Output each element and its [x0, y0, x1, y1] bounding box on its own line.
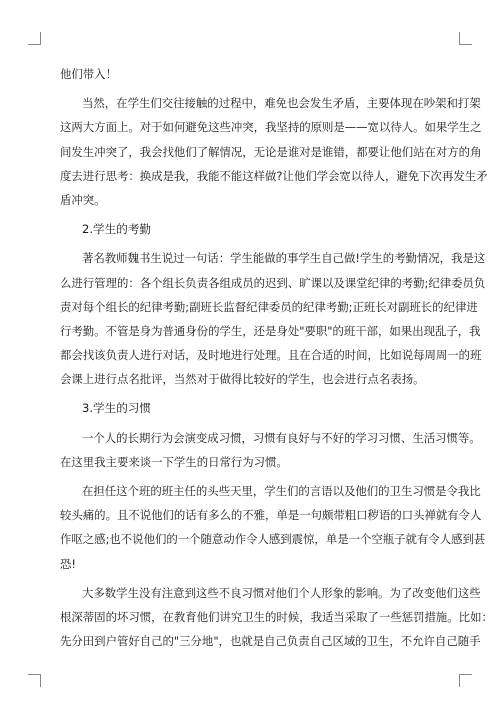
text-line: 行考勤。不管是身为普通身份的学生，还是身处"要职"的班干部，如果出现乱子，我 [60, 323, 481, 338]
crop-mark-top-right [459, 32, 472, 45]
text-line: 一个人的长期行为会演变成习惯，习惯有良好与不好的学习习惯、生活习惯等。 [82, 430, 481, 445]
text-line: 在这里我主要来谈一下学生的日常行为习惯。 [60, 454, 288, 469]
document-body [60, 62, 493, 653]
text-line: 在担任这个班的班主任的头些天里，学生们的言语以及他们的卫生习惯是令我比 [82, 484, 481, 498]
text-line: 根深蒂固的坏习惯，在教育他们讲究卫生的时候，我适当采取了一些惩罚措施。比如： [60, 609, 493, 624]
text-line: 较头痛的。且不说他们的话有多么的不雅，单是一句颇带粗口秽语的口头禅就有令人 [60, 508, 482, 523]
text-line: 先分田到户管好自己的"三分地"，也就是自己负责自己区域的卫生，不允许自己随手 [60, 634, 481, 649]
section-heading: 3.学生的习惯 [82, 401, 152, 416]
crop-mark-bottom-left [28, 674, 41, 687]
text-line: 作呕之感;也不说他们的一个随意动作令人感到震惊，单是一个空瓶子就有令人感到甚 [60, 532, 486, 547]
crop-mark-top-left [28, 32, 41, 45]
text-line: 间发生冲突了，我会找他们了解情况，无论是谁对是谁错，都要让他们站在对方的角 [60, 144, 482, 159]
text-line: 会课上进行点名批评，当然对于做得比较好的学生，也会进行点名表扬。 [60, 372, 425, 387]
text-line: 恐! [60, 556, 76, 571]
text-line: 大多数学生没有注意到这些不良习惯对他们个人形象的影响。为了改变他们这些 [82, 585, 481, 600]
text-line: 都会找该负责人进行对话，及时地进行处理。且在合适的时间，比如说每周周一的班 [60, 348, 482, 363]
text-line: 他们带入！ [60, 67, 117, 81]
text-line: 著名教师魏书生说过一句话：学生能做的事学生自己做!学生的考勤情况，我是这 [82, 251, 486, 266]
text-line: 么进行管理的：各个组长负责各组成员的迟到、旷课以及课堂纪律的考勤;纪律委员负 [60, 275, 486, 290]
text-line: 当然，在学生们交往接触的过程中，难免也会发生矛盾，主要体现在吵架和打架 [82, 96, 481, 111]
crop-mark-bottom-right [459, 674, 472, 687]
text-line: 盾冲突。 [60, 192, 106, 207]
text-line: 责对每个组长的纪律考勤;副班长监督纪律委员的纪律考勤;正班长对副班长的纪律进 [60, 299, 478, 314]
section-heading: 2.学生的考勤 [82, 222, 152, 237]
text-line: 这两大方面上。对于如何避免这些冲突，我坚持的原则是——宽以待人。如果学生之 [60, 120, 482, 135]
text-line: 度去进行思考：换成是我，我能不能这样做?让他们学会宽以待人，避免下次再发生矛 [60, 168, 488, 183]
